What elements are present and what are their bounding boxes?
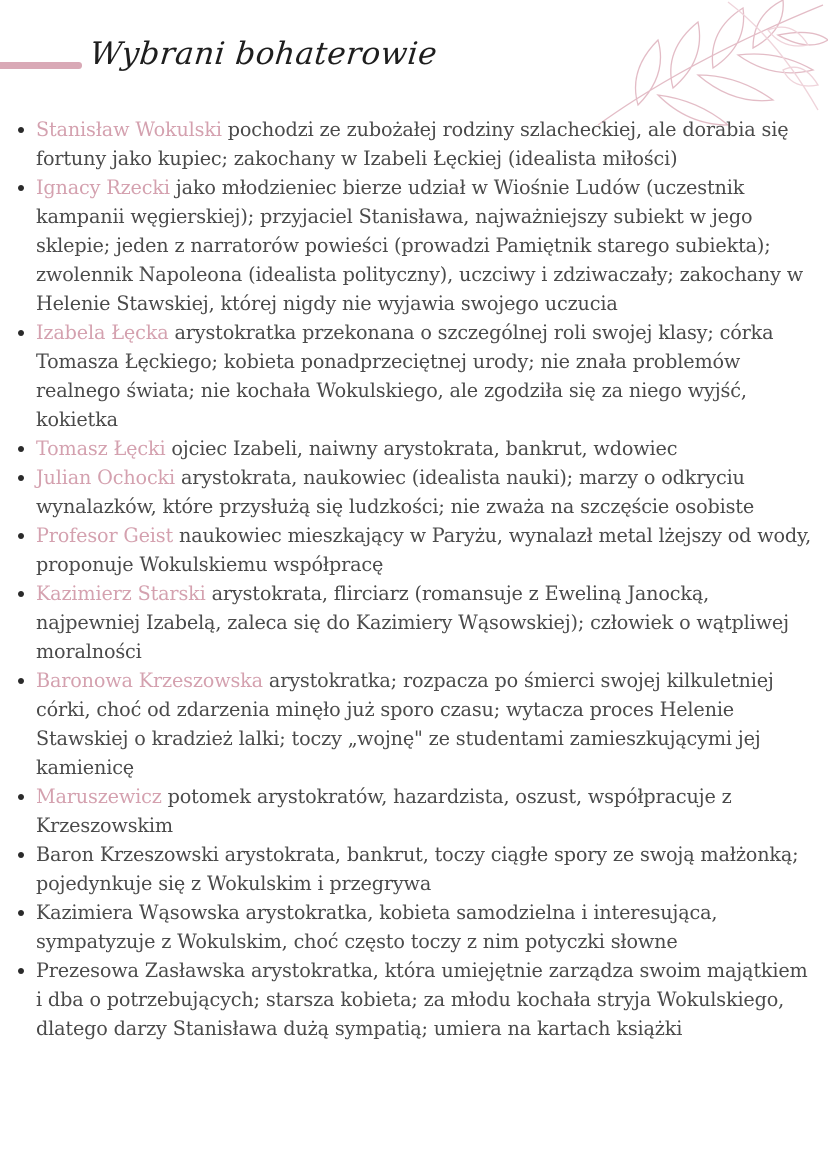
character-description: arystokrata, flirciarz (romansuje z Eweliną Janocką, najpewniej Izabelą, zaleca się do Kazimiery Wąsowskiej); człowiek o wątpliwej moralności (36, 582, 789, 663)
character-name: Baronowa Krzeszowska (36, 669, 263, 692)
character-name: Julian Ochocki (36, 466, 176, 489)
list-item (14, 521, 814, 579)
list-item (14, 318, 814, 434)
character-name: Kazimierz Starski (36, 582, 206, 605)
character-description: arystokratka; rozpacza po śmierci swojej kilkuletniej córki, choć od zdarzenia minęło już sporo czasu; wytacza proces Helenie Stawskiej o kradzież lalki; toczy „wojnę" ze studentami zamieszkującymi jej kamienicę (36, 669, 774, 779)
bullet-icon (18, 533, 24, 539)
bullet-icon (18, 852, 24, 858)
character-name: Profesor Geist (36, 524, 174, 547)
list-item (14, 115, 814, 173)
list-item (14, 782, 814, 840)
character-name: Tomasz Łęcki (36, 437, 166, 460)
character-description: ojciec Izabeli, naiwny arystokrata, bankrut, wdowiec (165, 437, 678, 460)
bullet-icon (18, 678, 24, 684)
list-item (14, 840, 814, 898)
character-description: Baron Krzeszowski arystokrata, bankrut, toczy ciągłe spory ze swoją małżonką; pojedynkuje się z Wokulskim i przegrywa (36, 843, 799, 895)
list-item (14, 463, 814, 521)
bullet-icon (18, 330, 24, 336)
bullet-icon (18, 127, 24, 133)
character-description: jako młodzieniec bierze udział w Wiośnie Ludów (uczestnik kampanii węgierskiej); przyjaciel Stanisława, najważniejszy subiekt w jego sklepie; jeden z narratorów powieści (prowadzi Pamiętnik starego subiekta); zwolennik Napoleona (idealista polityczny), uczciwy i zdziwaczały; zakochany w Helenie Stawskiej, której nigdy nie wyjawia swojego uczucia (36, 176, 804, 315)
list-item (14, 956, 814, 1043)
character-description: arystokratka przekonana o szczególnej roli swojej klasy; córka Tomasza Łęckiego; kobieta ponadprzeciętnej urody; nie znała problemów realnego świata; nie kochała Wokulskiego, ale zgodziła się za niego wyjść, kokietka (36, 321, 774, 431)
character-description: naukowiec mieszkający w Paryżu, wynalazł metal lżejszy od wody, proponuje Wokulskiemu współpracę (36, 524, 812, 576)
bullet-icon (18, 968, 24, 974)
character-name: Maruszewicz (36, 785, 162, 808)
list-item (14, 434, 814, 463)
character-description: pochodzi ze zubożałej rodziny szlacheckiej, ale dorabia się fortuny jako kupiec; zakochany w Izabeli Łęckiej (idealista miłości) (36, 118, 789, 170)
character-description: Prezesowa Zasławska arystokratka, która umiejętnie zarządza swoim majątkiem i dba o potrzebujących; starsza kobieta; za młodu kochała stryja Wokulskiego, dlatego darzy Stanisława dużą sympatią; umiera na kartach książki (36, 959, 808, 1040)
list-item (14, 579, 814, 666)
character-name: Stanisław Wokulski (36, 118, 222, 141)
character-name: Ignacy Rzecki (36, 176, 170, 199)
list-item (14, 898, 814, 956)
character-description: arystokrata, naukowiec (idealista nauki); marzy o odkryciu wynalazków, które przysłużą się ludzkości; nie zważa na szczęście osobiste (36, 466, 755, 518)
character-name: Izabela Łęcka (36, 321, 169, 344)
bullet-icon (18, 794, 24, 800)
heading-accent-bar (0, 62, 82, 69)
list-item (14, 666, 814, 782)
character-description: Kazimiera Wąsowska arystokratka, kobieta samodzielna i interesująca, sympatyzuje z Wokulskim, choć często toczy z nim potyczki słowne (36, 901, 718, 953)
list-item (14, 173, 814, 318)
bullet-icon (18, 475, 24, 481)
bullet-icon (18, 910, 24, 916)
bullet-icon (18, 591, 24, 597)
character-description: potomek arystokratów, hazardzista, oszust, współpracuje z Krzeszowskim (36, 785, 732, 837)
leaf-decoration-icon (578, 0, 828, 130)
bullet-icon (18, 446, 24, 452)
bullet-icon (18, 185, 24, 191)
characters-list (14, 115, 814, 1043)
page-title: Wybrani bohaterowie (88, 36, 440, 72)
